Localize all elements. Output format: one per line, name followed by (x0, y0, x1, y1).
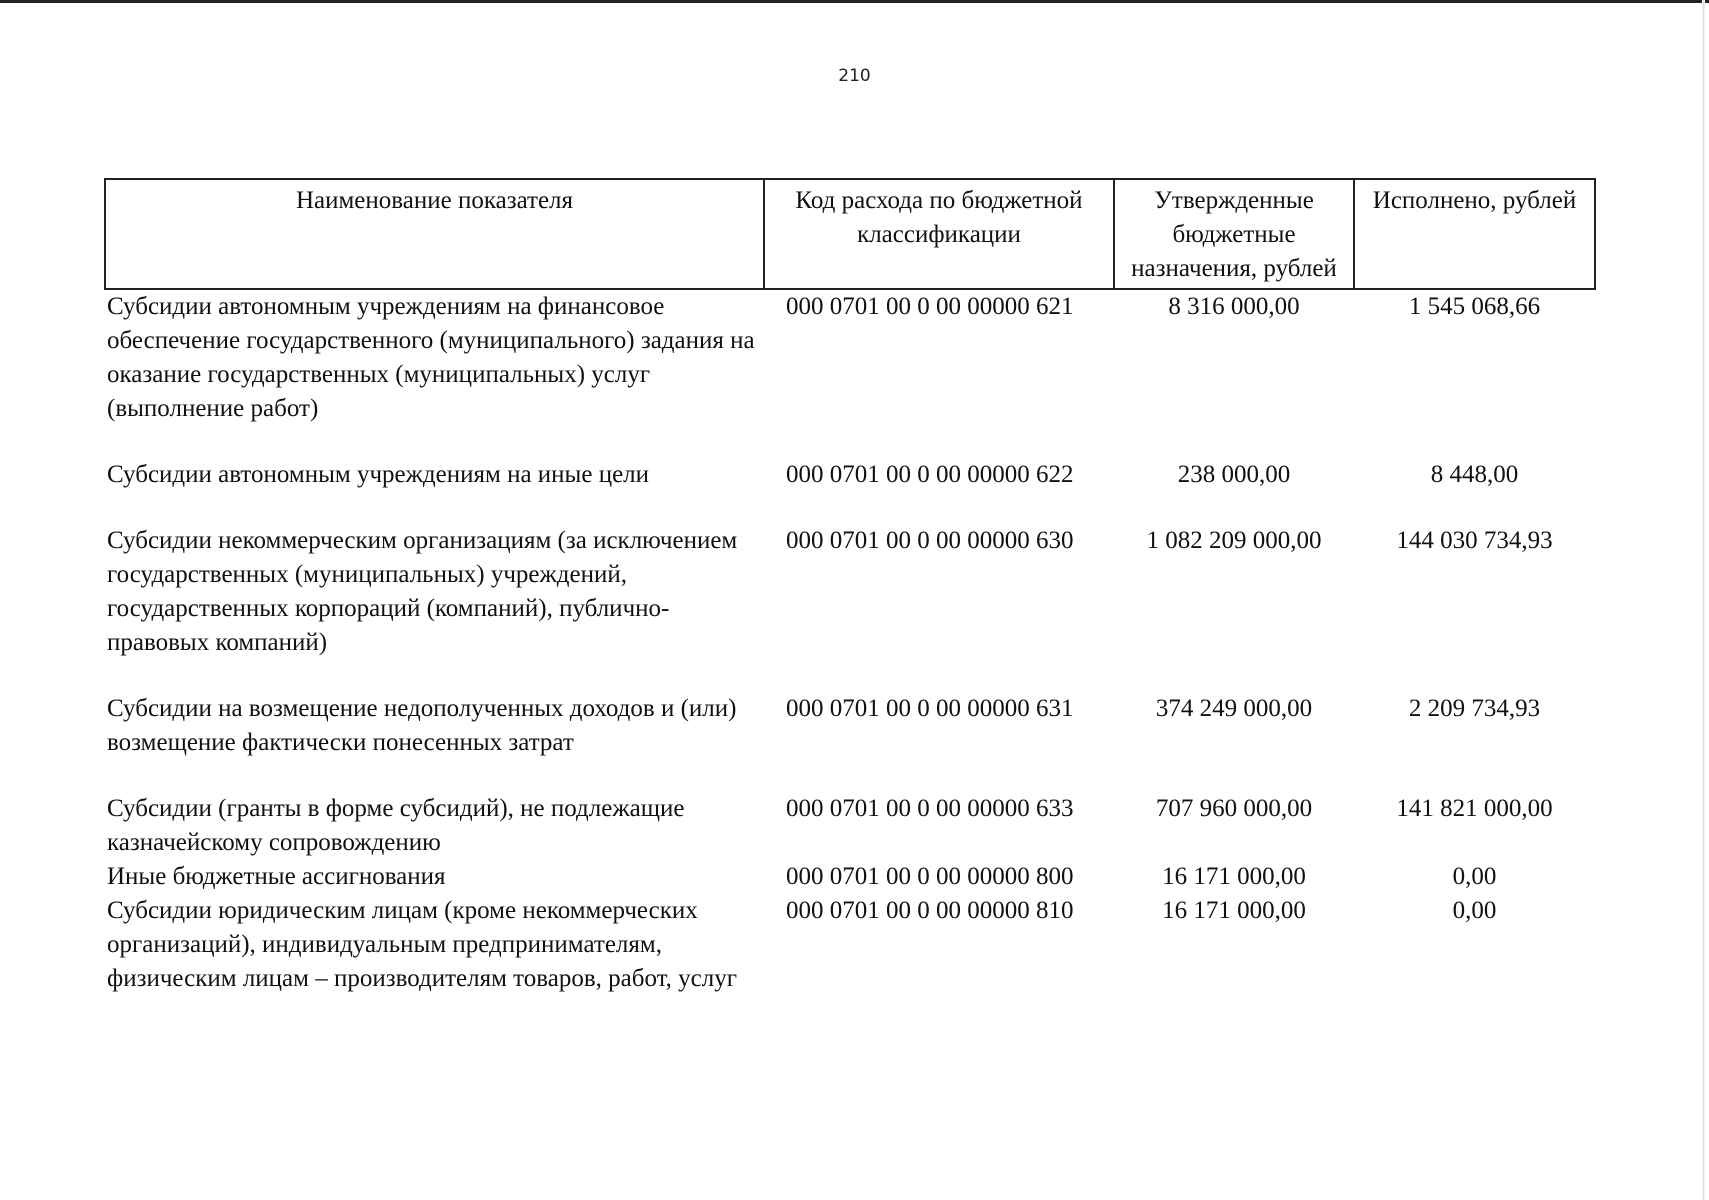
table-row (105, 860, 1595, 894)
expense-code: 000 0701 00 0 00 00000 800 (786, 863, 1074, 890)
scan-top-border (0, 0, 1709, 3)
indicator-name: Иные бюджетные ассигнования (107, 863, 446, 890)
expense-code: 000 0701 00 0 00 00000 630 (786, 527, 1074, 554)
approved-amount: 374 249 000,00 (1155, 695, 1313, 722)
approved-amount: 8 316 000,00 (1168, 293, 1300, 320)
header-approved-amount: Утвержденные бюджетные назначения, рублей (1114, 179, 1354, 289)
executed-amount: 2 209 734,93 (1408, 695, 1541, 722)
expense-code: 000 0701 00 0 00 00000 631 (786, 695, 1074, 722)
expense-code: 000 0701 00 0 00 00000 622 (786, 461, 1074, 488)
indicator-name: Субсидии автономным учреждениям на иные цели (107, 461, 650, 488)
table-row (105, 524, 1595, 692)
executed-amount: 1 545 068,66 (1408, 293, 1541, 320)
indicator-name: Субсидии автономным учреждениям на финансовое обеспечение государственного (муниципального) задания на оказание государственных (муниципальных) услуг (выполнение работ) (107, 293, 755, 422)
expense-code: 000 0701 00 0 00 00000 810 (786, 897, 1074, 924)
table-row (105, 792, 1595, 860)
header-row (105, 179, 1595, 289)
approved-amount: 16 171 000,00 (1162, 897, 1306, 924)
indicator-name: Субсидии юридическим лицам (кроме некоммерческих организаций), индивидуальным предпринимателям, физическим лицам – производителям товаров, работ, услуг (107, 897, 738, 992)
executed-amount: 8 448,00 (1430, 461, 1519, 488)
page-number: 210 (838, 66, 871, 86)
header-expense-code: Код расхода по бюджетной классификации (764, 179, 1114, 289)
table-row (105, 458, 1595, 524)
executed-amount: 141 821 000,00 (1396, 795, 1553, 822)
approved-amount: 238 000,00 (1177, 461, 1291, 488)
header-executed-amount: Исполнено, рублей (1354, 179, 1595, 289)
indicator-name: Субсидии некоммерческим организациям (за исключением государственных (муниципальных) учреждений, государственных корпораций (компаний), публично-правовых компаний) (107, 527, 738, 656)
budget-execution-table (104, 178, 1596, 996)
table-row (105, 692, 1595, 792)
executed-amount: 144 030 734,93 (1396, 527, 1553, 554)
executed-amount: 0,00 (1452, 863, 1497, 890)
indicator-name: Субсидии на возмещение недополученных доходов и (или) возмещение фактически понесенных затрат (107, 695, 737, 756)
indicator-name: Субсидии (гранты в форме субсидий), не подлежащие казначейскому сопровождению (107, 795, 685, 856)
expense-code: 000 0701 00 0 00 00000 621 (786, 293, 1074, 320)
table-header (105, 179, 1595, 289)
table-row (105, 894, 1595, 996)
approved-amount: 16 171 000,00 (1162, 863, 1306, 890)
table-body (105, 289, 1595, 996)
table-row (105, 289, 1595, 458)
executed-amount: 0,00 (1452, 897, 1497, 924)
header-indicator-name: Наименование показателя (105, 179, 764, 289)
expense-code: 000 0701 00 0 00 00000 633 (786, 795, 1074, 822)
approved-amount: 707 960 000,00 (1155, 795, 1313, 822)
scan-right-edge (1702, 0, 1705, 1200)
approved-amount: 1 082 209 000,00 (1146, 527, 1322, 554)
